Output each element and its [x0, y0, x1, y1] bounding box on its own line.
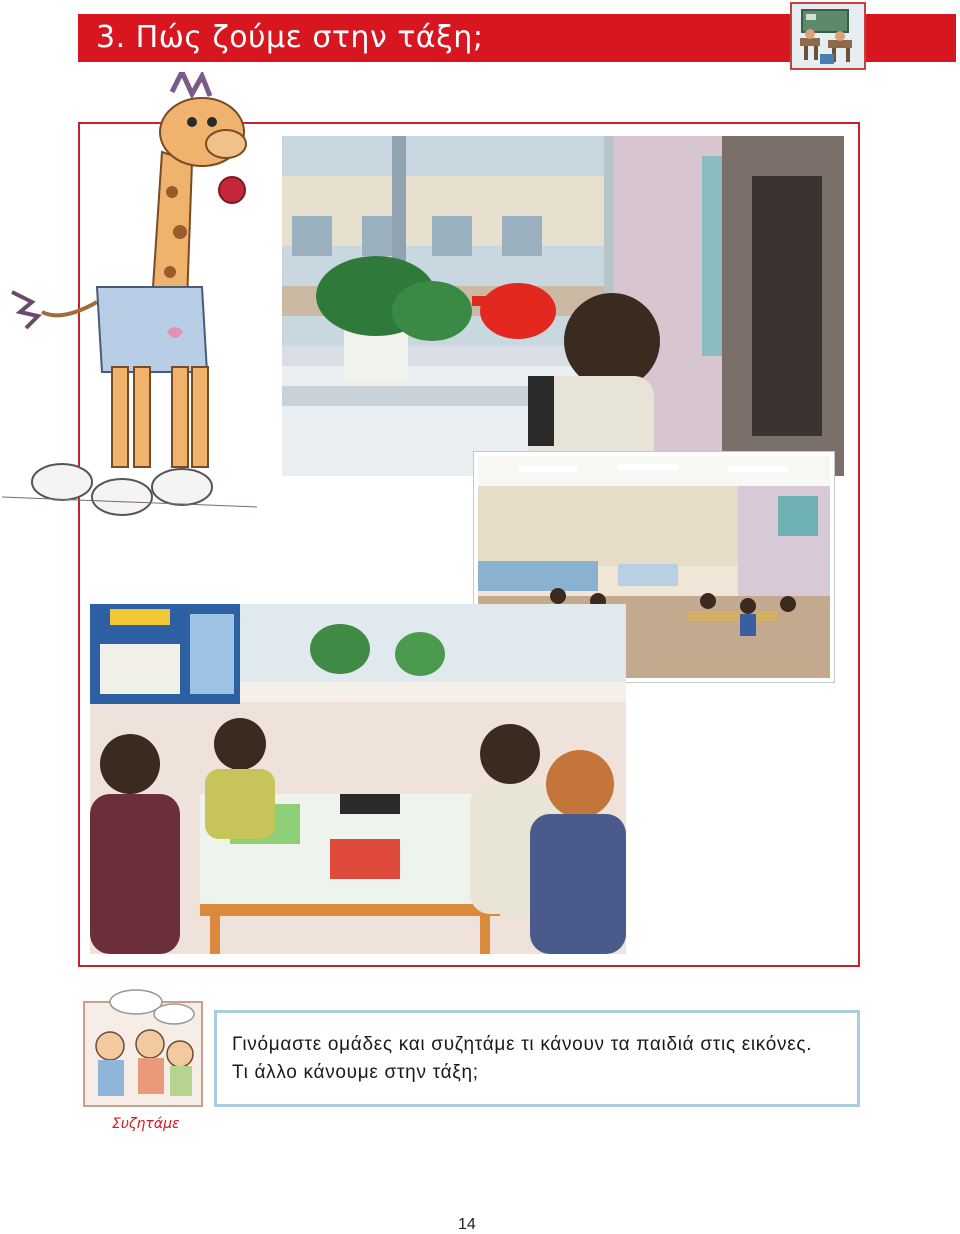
- classroom-icon: [790, 2, 866, 70]
- giraffe-illustration: [2, 72, 264, 532]
- discussion-label: Συζητάμε: [112, 1116, 180, 1132]
- page-title: 3. Πώς ζούμε στην τάξη;: [96, 20, 484, 55]
- discussion-children-icon: [80, 986, 206, 1110]
- page-number: 14: [458, 1216, 476, 1233]
- task-box: [214, 1010, 860, 1107]
- task-text-line-1: Γινόμαστε ομάδες και συζητάμε τι κάνουν τα παιδιά στις εικόνες.: [232, 1034, 813, 1055]
- photo-child-watering-plants: [282, 136, 844, 476]
- photo-children-at-table: [90, 604, 626, 954]
- task-text-line-2: Τι άλλο κάνουμε στην τάξη;: [232, 1062, 479, 1083]
